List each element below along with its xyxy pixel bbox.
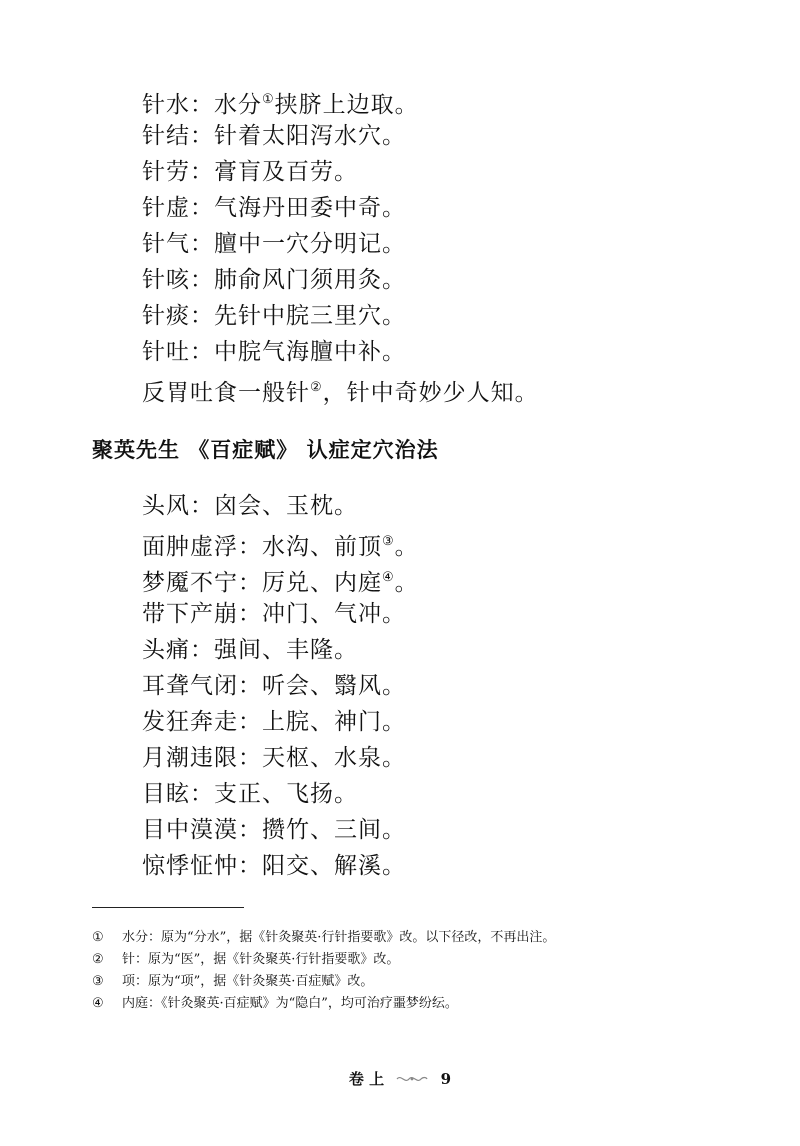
verse-line: 目眩：支正、飞扬。 [142, 781, 358, 807]
verse-line: 针结：针着太阳泻水穴。 [142, 123, 406, 149]
verse-line: 针吐：中脘气海膻中补。 [142, 339, 406, 365]
scroll-ornament-icon [395, 1070, 429, 1088]
verse-line: 头风：囟会、玉枕。 [142, 493, 358, 519]
verse-line: 月潮违限：天枢、水泉。 [142, 745, 406, 771]
footnote [92, 950, 399, 970]
footnote-number: ③ [92, 974, 104, 989]
footnote-text: 项：原为“项”，据《针灸聚英·百症赋》改。 [122, 974, 374, 989]
verse-line: 目中漠漠：攒竹、三间。 [142, 817, 406, 843]
verse-line: 针水：水分①挟脐上边取。 [142, 92, 419, 118]
verse-line: 头痛：强间、丰隆。 [142, 637, 358, 663]
footnote-ref[interactable]: ② [310, 380, 323, 395]
footnote [92, 972, 373, 992]
verse-line: 面肿虚浮：水沟、前顶③。 [142, 534, 419, 560]
verse-line: 梦魇不宁：厉兑、内庭④。 [142, 570, 419, 596]
footnote-text: 针：原为“医”，据《针灸聚英·行针指要歌》改。 [122, 952, 400, 967]
verse-line: 针痰：先针中脘三里穴。 [142, 303, 406, 329]
page-footer [0, 1068, 800, 1089]
section-heading: 聚英先生 《百症赋》 认症定穴治法 [92, 438, 439, 462]
footnote-number: ① [92, 930, 104, 945]
footnote-ref[interactable]: ① [262, 92, 275, 107]
verse-line: 耳聋气闭：听会、翳风。 [142, 673, 406, 699]
verse-line: 针虚：气海丹田委中奇。 [142, 195, 406, 221]
page-number: 9 [440, 1070, 452, 1088]
footnote-divider [92, 907, 244, 908]
footnote-ref[interactable]: ④ [382, 570, 395, 585]
footnote-number: ④ [92, 996, 104, 1011]
footnote [92, 928, 555, 948]
footnote-ref[interactable]: ③ [382, 534, 395, 549]
verse-line: 惊悸怔忡：阳交、解溪。 [142, 853, 406, 879]
verse-line: 带下产崩：冲门、气冲。 [142, 601, 406, 627]
footnote-text: 内庭：《针灸聚英·百症赋》为“隐白”，均可治疗噩梦纷纭。 [122, 996, 458, 1011]
verse-line: 反胃吐食一般针②，针中奇妙少人知。 [142, 380, 539, 406]
footnote-text: 水分：原为“分水”，据《针灸聚英·行针指要歌》改。以下径改，不再出注。 [122, 930, 556, 945]
verse-line: 针气：膻中一穴分明记。 [142, 231, 406, 257]
footnote-number: ② [92, 952, 104, 967]
verse-line: 针咳：肺俞风门须用灸。 [142, 267, 406, 293]
volume-label: 卷 上 [348, 1070, 385, 1088]
verse-line: 针劳：膏肓及百劳。 [142, 159, 358, 185]
footnote [92, 994, 458, 1014]
verse-line: 发狂奔走：上脘、神门。 [142, 709, 406, 735]
